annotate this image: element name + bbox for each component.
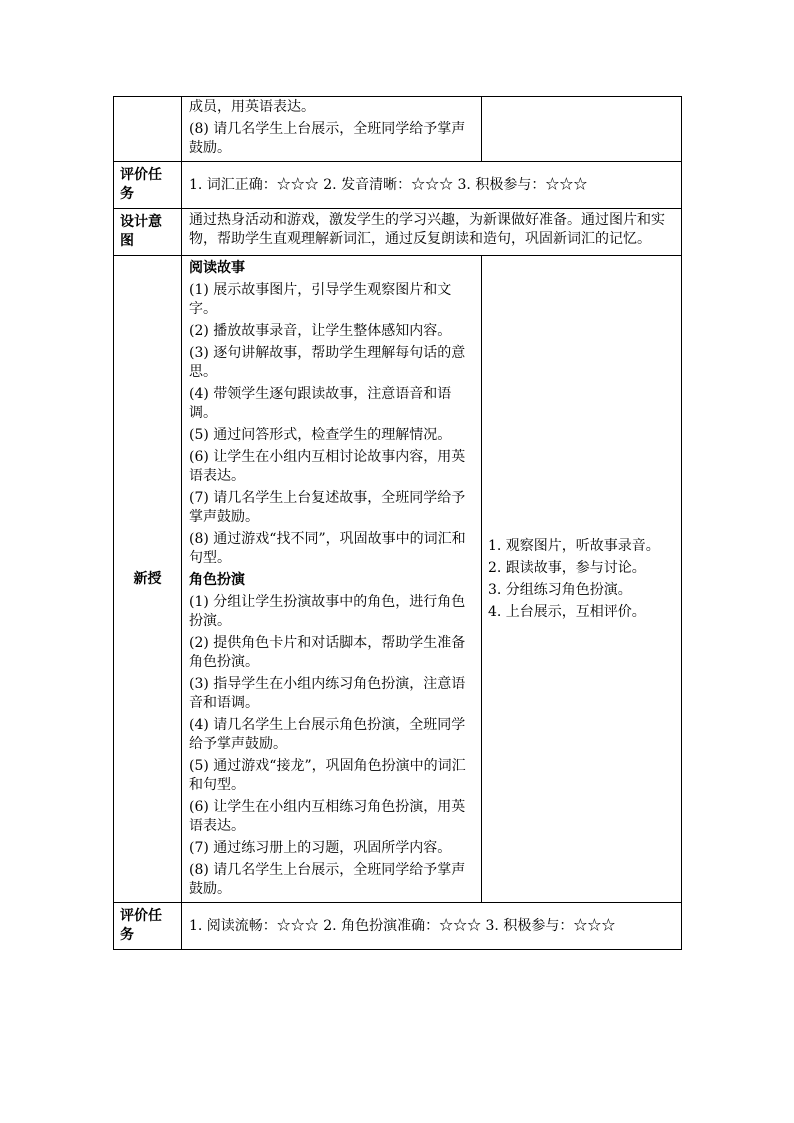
student-activity: 2. 跟读故事，参与讨论。 [488,560,646,576]
reading-step: (7) 请几名学生上台复述故事，全班同学给予掌声鼓励。 [189,490,466,525]
continued-line: (8) 请几名学生上台展示，全班同学给予掌声鼓励。 [189,121,466,156]
student-activity: 1. 观察图片，听故事录音。 [488,538,660,554]
continued-row [114,97,682,162]
evaluation-row-2 [114,903,682,950]
roleplay-step: (3) 指导学生在小组内练习角色扮演，注意语音和语调。 [189,676,466,711]
student-activity: 4. 上台展示，互相评价。 [488,604,646,620]
roleplay-step: (6) 让学生在小组内互相练习角色扮演，用英语表达。 [189,799,466,834]
empty-label-cell [114,97,182,162]
roleplay-step: (8) 请几名学生上台展示，全班同学给予掌声鼓励。 [189,862,466,897]
section-title-roleplay: 角色扮演 [189,572,245,588]
roleplay-step: (7) 通过练习册上的习题，巩固所学内容。 [189,840,452,856]
reading-step: (5) 通过问答形式，检查学生的理解情况。 [189,427,452,443]
reading-step: (2) 播放故事录音，让学生整体感知内容。 [189,323,452,339]
evaluation-label: 评价任务 [114,162,182,209]
new-lesson-row [114,256,682,903]
reading-step: (6) 让学生在小组内互相讨论故事内容，用英语表达。 [189,449,466,484]
evaluation-text: 1. 阅读流畅：☆☆☆ 2. 角色扮演准确：☆☆☆ 3. 积极参与：☆☆☆ [182,903,682,950]
reading-step: (1) 展示故事图片，引导学生观察图片和文字。 [189,282,452,317]
continued-content-cell [182,97,482,162]
new-lesson-content [182,256,482,903]
empty-activity-cell [482,97,682,162]
roleplay-step: (4) 请几名学生上台展示角色扮演，全班同学给予掌声鼓励。 [189,717,466,752]
design-intent-row [114,209,682,256]
new-lesson-label: 新授 [114,256,182,903]
student-activities-cell [482,256,682,903]
reading-step: (3) 逐句讲解故事，帮助学生理解每句话的意思。 [189,345,466,380]
continued-line: 成员，用英语表达。 [189,99,315,115]
roleplay-step: (2) 提供角色卡片和对话脚本，帮助学生准备角色扮演。 [189,635,466,670]
design-intent-text: 通过热身活动和游戏，激发学生的学习兴趣，为新课做好准备。通过图片和实物，帮助学生直观理解新词汇，通过反复朗读和造句，巩固新词汇的记忆。 [182,209,682,256]
evaluation-row-1 [114,162,682,209]
evaluation-label: 评价任务 [114,903,182,950]
reading-step: (4) 带领学生逐句跟读故事，注意语音和语调。 [189,386,452,421]
reading-step: (8) 通过游戏“找不同”，巩固故事中的词汇和句型。 [189,531,466,566]
roleplay-step: (1) 分组让学生扮演故事中的角色，进行角色扮演。 [189,594,466,629]
design-intent-label: 设计意图 [114,209,182,256]
lesson-plan-table [113,96,682,950]
evaluation-text: 1. 词汇正确：☆☆☆ 2. 发音清晰：☆☆☆ 3. 积极参与：☆☆☆ [182,162,682,209]
roleplay-step: (5) 通过游戏“接龙”，巩固角色扮演中的词汇和句型。 [189,758,466,793]
student-activity: 3. 分组练习角色扮演。 [488,582,632,598]
section-title-reading: 阅读故事 [189,260,245,276]
